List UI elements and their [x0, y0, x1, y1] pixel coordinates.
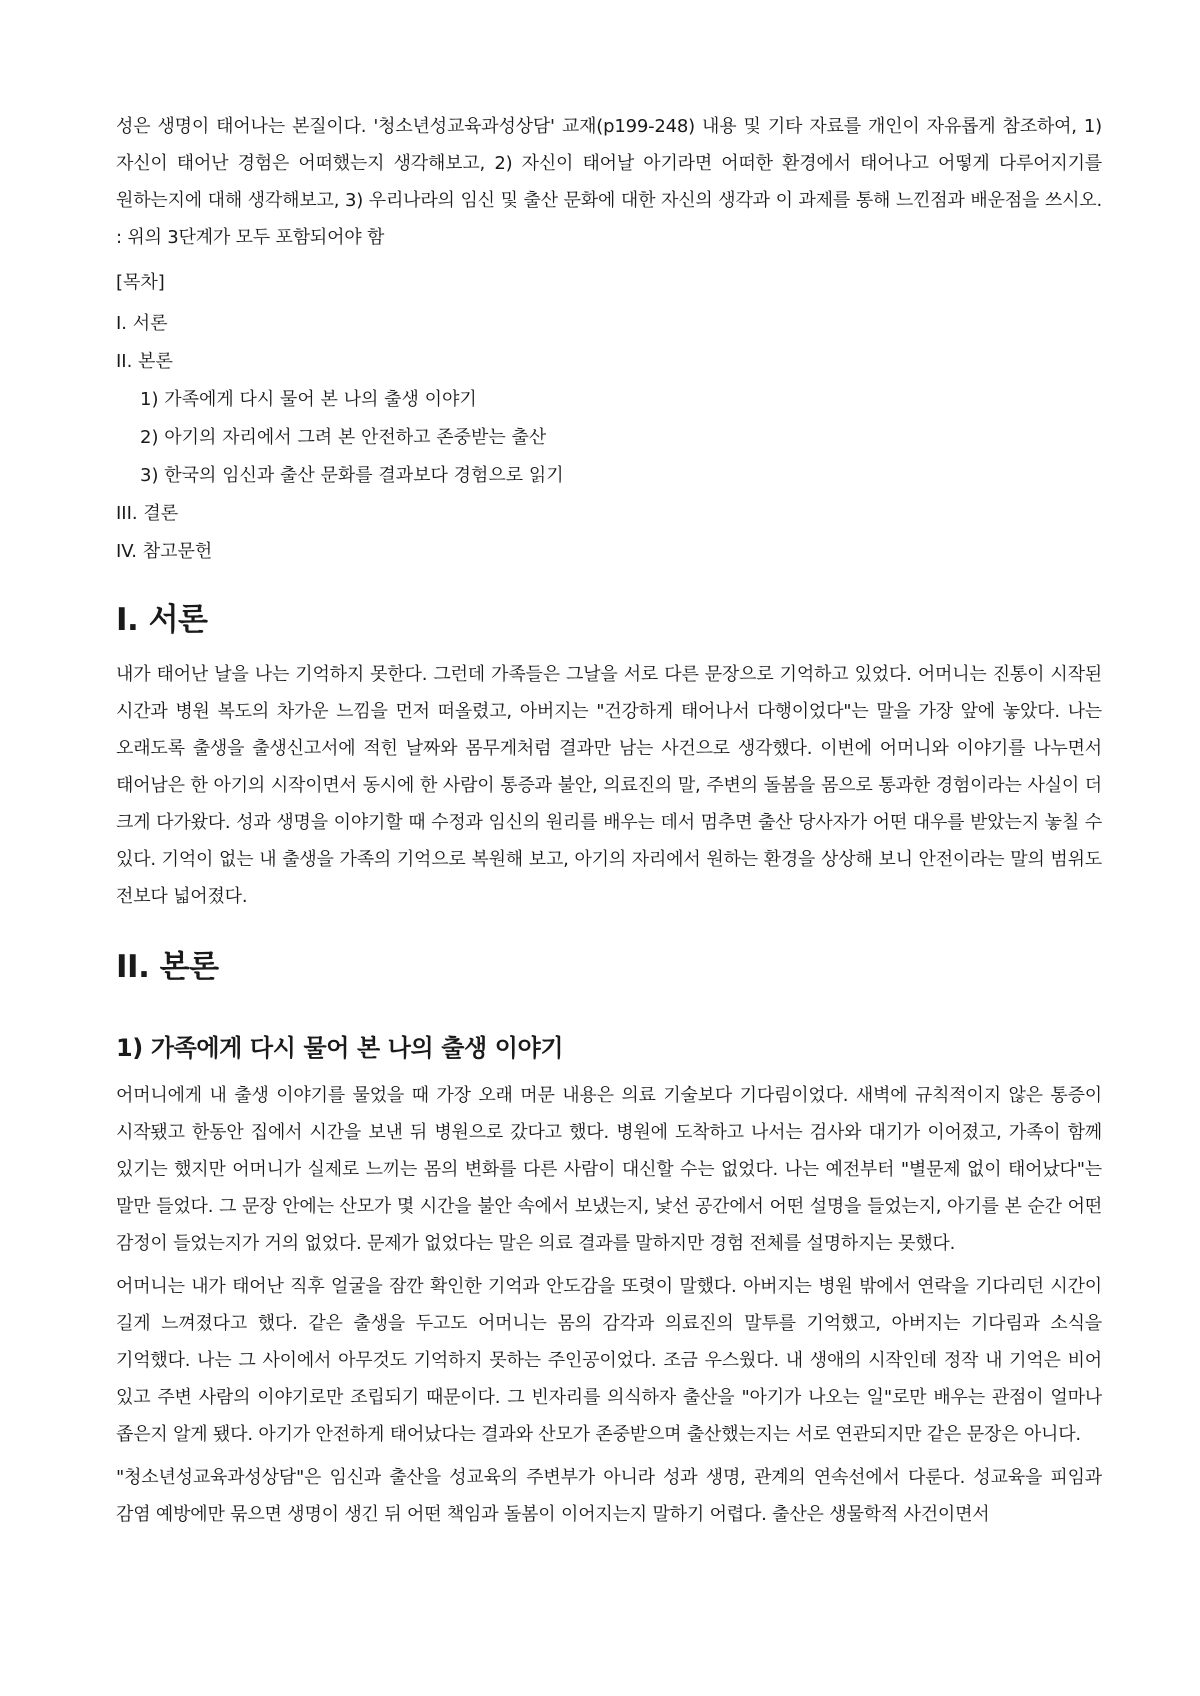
- body-paragraph-3: "청소년성교육과성상담"은 임신과 출산을 성교육의 주변부가 아니라 성과 생명, 관계의 연속선에서 다룬다. 성교육을 피임과 감염 예방에만 묶으면 생명이 생긴 뒤 어떤 책임과 돌봄이 이어지는지 말하기 어렵다. 출산은 생물학적 사건이면서: [116, 1467, 1102, 1525]
- toc-item-body-1: 1) 가족에게 다시 물어 본 나의 출생 이야기: [140, 389, 477, 410]
- table-of-contents: [116, 305, 1102, 570]
- section-heading-body: II. 본론: [116, 949, 219, 985]
- toc-item-references: IV. 참고문헌: [116, 541, 213, 562]
- section-heading-intro: I. 서론: [116, 602, 208, 638]
- toc-item-body-3: 3) 한국의 임신과 출산 문화를 결과보다 경험으로 읽기: [140, 465, 564, 486]
- intro-paragraph: 내가 태어난 날을 나는 기억하지 못한다. 그런데 가족들은 그날을 서로 다른 문장으로 기억하고 있었다. 어머니는 진통이 시작된 시간과 병원 복도의 차가운 느낌을 먼저 떠올렸고, 아버지는 "건강하게 태어나서 다행이었다"는 말을 가장 앞에 놓았다. 나는 오래도록 출생을 출생신고서에 적힌 날짜와 몸무게처럼 결과만 남는 사건으로 생각했다. 이번에 어머니와 이야기를 나누면서 태어남은 한 아기의 시작이면서 동시에 한 사람이 통증과 불안, 의료진의 말, 주변의 돌봄을 몸으로 통과한 경험이라는 사실이 더 크게 다가왔다. 성과 생명을 이야기할 때 수정과 임신의 원리를 배우는 데서 멈추면 출산 당사자가 어떤 대우를 받았는지 놓칠 수 있다. 기억이 없는 내 출생을 가족의 기억으로 복원해 보고, 아기의 자리에서 원하는 환경을 상상해 보니 안전이라는 말의 범위도 전보다 넓어졌다.: [116, 664, 1102, 907]
- assignment-prompt: 성은 생명이 태어나는 본질이다. '청소년성교육과성상담' 교재(p199-248) 내용 및 기타 자료를 개인이 자유롭게 참조하여, 1) 자신이 태어난 경험은 어떠했는지 생각해보고, 2) 자신이 태어날 아기라면 어떠한 환경에서 태어나고 어떻게 다루어지기를 원하는지에 대해 생각해보고, 3) 우리나라의 임신 및 출산 문화에 대한 자신의 생각과 이 과제를 통해 느낀점과 배운점을 쓰시오. : 위의 3단계가 모두 포함되어야 함: [116, 116, 1102, 248]
- toc-title: [목차]: [116, 272, 165, 293]
- body-paragraph-1: 어머니에게 내 출생 이야기를 물었을 때 가장 오래 머문 내용은 의료 기술보다 기다림이었다. 새벽에 규칙적이지 않은 통증이 시작됐고 한동안 집에서 시간을 보낸 뒤 병원으로 갔다고 했다. 병원에 도착하고 나서는 검사와 대기가 이어졌고, 가족이 함께 있기는 했지만 어머니가 실제로 느끼는 몸의 변화를 다른 사람이 대신할 수는 없었다. 나는 예전부터 "별문제 없이 태어났다"는 말만 들었다. 그 문장 안에는 산모가 몇 시간을 불안 속에서 보냈는지, 낯선 공간에서 어떤 설명을 들었는지, 아기를 본 순간 어떤 감정이 들었는지가 거의 없었다. 문제가 없었다는 말은 의료 결과를 말하지만 경험 전체를 설명하지는 못했다.: [116, 1085, 1102, 1254]
- body-paragraph-2: 어머니는 내가 태어난 직후 얼굴을 잠깐 확인한 기억과 안도감을 또렷이 말했다. 아버지는 병원 밖에서 연락을 기다리던 시간이 길게 느껴졌다고 했다. 같은 출생을 두고도 어머니는 몸의 감각과 의료진의 말투를 기억했고, 아버지는 기다림과 소식을 기억했다. 나는 그 사이에서 아무것도 기억하지 못하는 주인공이었다. 조금 우스웠다. 내 생애의 시작인데 정작 내 기억은 비어 있고 주변 사람의 이야기로만 조립되기 때문이다. 그 빈자리를 의식하자 출산을 "아기가 나오는 일"로만 배우는 관점이 얼마나 좁은지 알게 됐다. 아기가 안전하게 태어났다는 결과와 산모가 존중받으며 출산했는지는 서로 연관되지만 같은 문장은 아니다.: [116, 1276, 1102, 1445]
- toc-item-intro: I. 서론: [116, 313, 168, 334]
- toc-item-conclusion: III. 결론: [116, 503, 179, 524]
- toc-item-body-2: 2) 아기의 자리에서 그려 본 안전하고 존중받는 출산: [140, 427, 547, 448]
- subsection-heading-1: 1) 가족에게 다시 물어 본 나의 출생 이야기: [116, 1034, 564, 1062]
- toc-item-body: II. 본론: [116, 351, 173, 372]
